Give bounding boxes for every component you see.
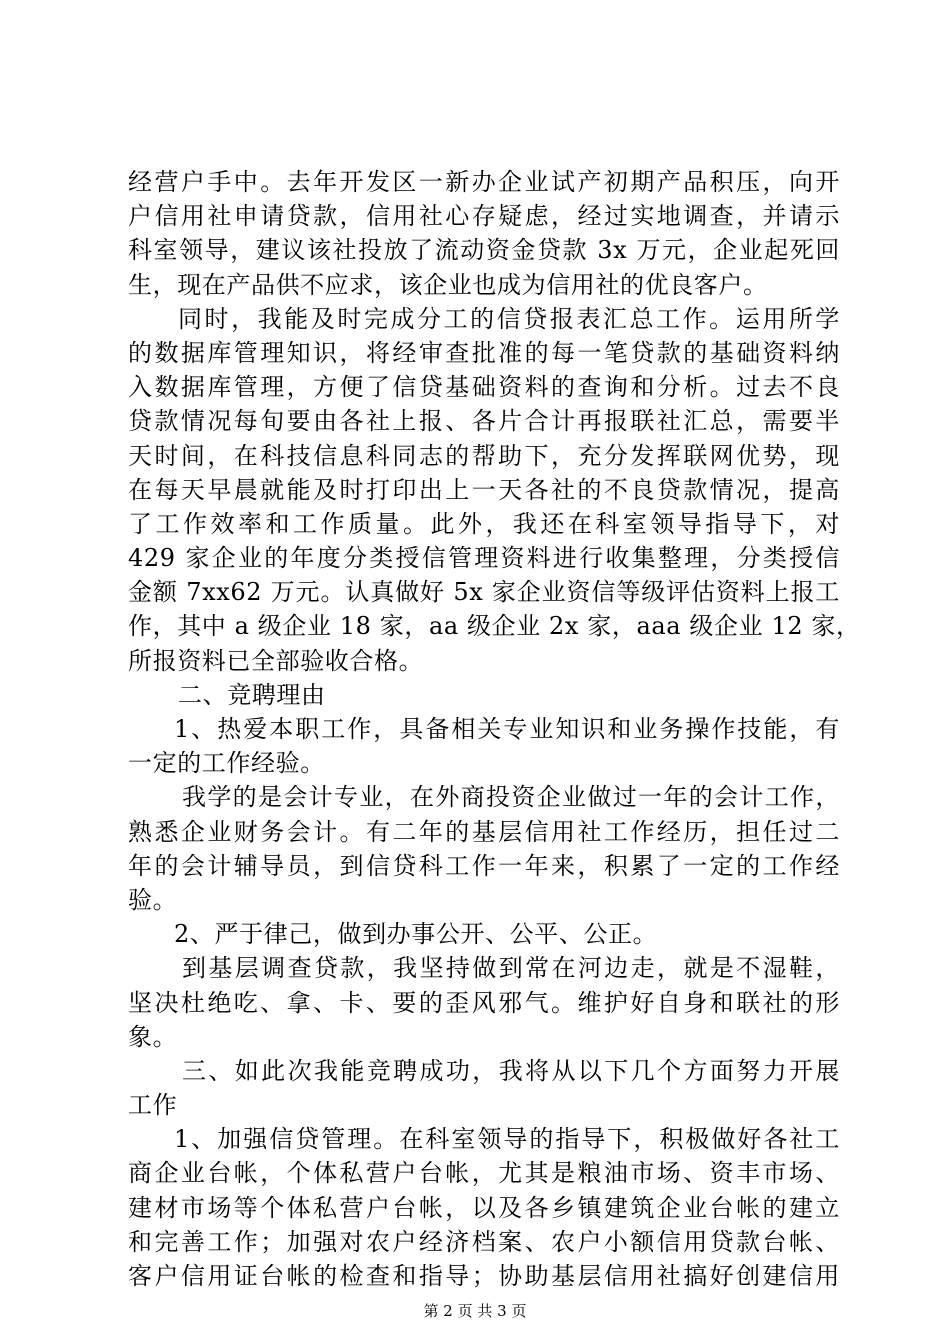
page-number-footer: 第 2 页 共 3 页 bbox=[423, 1302, 527, 1320]
text-line: 象。 bbox=[128, 1022, 178, 1051]
text-line: 年的会计辅导员，到信贷科工作一年来，积累了一定的工作经 bbox=[128, 851, 840, 880]
text-line: 客户信用证台帐的检查和指导；协助基层信用社搞好创建信用 bbox=[128, 1262, 840, 1290]
text-line: 入数据库管理，方便了信贷基础资料的查询和分析。过去不良 bbox=[128, 373, 840, 402]
text-line: 429 家企业的年度分类授信管理资料进行收集整理，分类授信 bbox=[128, 544, 840, 573]
section-heading: 三、如此次我能竞聘成功，我将从以下几个方面努力开展 bbox=[182, 1056, 840, 1085]
paragraph-first-line: 我学的是会计专业，在外商投资企业做过一年的会计工作， bbox=[182, 783, 840, 812]
section-heading-continued: 工作 bbox=[128, 1091, 178, 1120]
text-line: 贷款情况每旬要由各社上报、各片合计再报联社汇总，需要半 bbox=[128, 407, 840, 436]
subsection-heading: 1、热爱本职工作，具备相关专业知识和业务操作技能，有 bbox=[174, 715, 840, 743]
text-line: 商企业台帐，个体私营户台帐，尤其是粮油市场、资丰市场、 bbox=[128, 1159, 840, 1188]
section-heading: 二、竞聘理由 bbox=[178, 680, 326, 709]
text-line: 天时间，在科技信息科同志的帮助下，充分发挥联网优势，现 bbox=[128, 441, 840, 470]
text-line: 了工作效率和工作质量。此外，我还在科室领导指导下，对 bbox=[128, 509, 840, 538]
document-body bbox=[128, 165, 861, 1293]
paragraph-first-line: 同时，我能及时完成分工的信贷报表汇总工作。运用所学 bbox=[178, 304, 840, 333]
text-line: 生，现在产品供不应求，该企业也成为信用社的优良客户。 bbox=[128, 270, 768, 299]
text-line: 作，其中 a 级企业 18 家，aa 级企业 2x 家，aaa 级企业 12 家， bbox=[128, 612, 861, 641]
text-line: 熟悉企业财务会计。有二年的基层信用社工作经历，担任过二 bbox=[128, 817, 840, 846]
text-line: 建材市场等个体私营户台帐，以及各乡镇建筑企业台帐的建立 bbox=[128, 1193, 840, 1222]
text-line: 在每天早晨就能及时打印出上一天各社的不良贷款情况，提高 bbox=[128, 475, 840, 504]
subsection-heading: 2、严于律己，做到办事公开、公平、公正。 bbox=[174, 920, 658, 949]
subsection-heading: 1、加强信贷管理。在科室领导的指导下，积极做好各社工 bbox=[174, 1125, 840, 1154]
text-line: 一定的工作经验。 bbox=[128, 749, 325, 778]
text-line: 户信用社申请贷款，信用社心存疑虑，经过实地调查，并请示 bbox=[128, 202, 840, 231]
text-line: 所报资料已全部验收合格。 bbox=[128, 646, 424, 675]
text-line: 金额 7xx62 万元。认真做好 5x 家企业资信等级评估资料上报工 bbox=[128, 578, 840, 607]
text-line: 的数据库管理知识，将经审查批准的每一笔贷款的基础资料纳 bbox=[128, 338, 840, 367]
text-line: 和完善工作；加强对农户经济档案、农户小额信用贷款台帐、 bbox=[128, 1227, 840, 1256]
text-line: 科室领导，建议该社投放了流动资金贷款 3x 万元，企业起死回 bbox=[128, 236, 840, 265]
text-line: 坚决杜绝吃、拿、卡、要的歪风邪气。维护好自身和联社的形 bbox=[128, 988, 840, 1017]
paragraph-first-line: 到基层调查贷款，我坚持做到常在河边走，就是不湿鞋， bbox=[182, 954, 840, 983]
text-line: 验。 bbox=[128, 885, 178, 914]
text-line: 经营户手中。去年开发区一新办企业试产初期产品积压，向开 bbox=[128, 168, 840, 196]
